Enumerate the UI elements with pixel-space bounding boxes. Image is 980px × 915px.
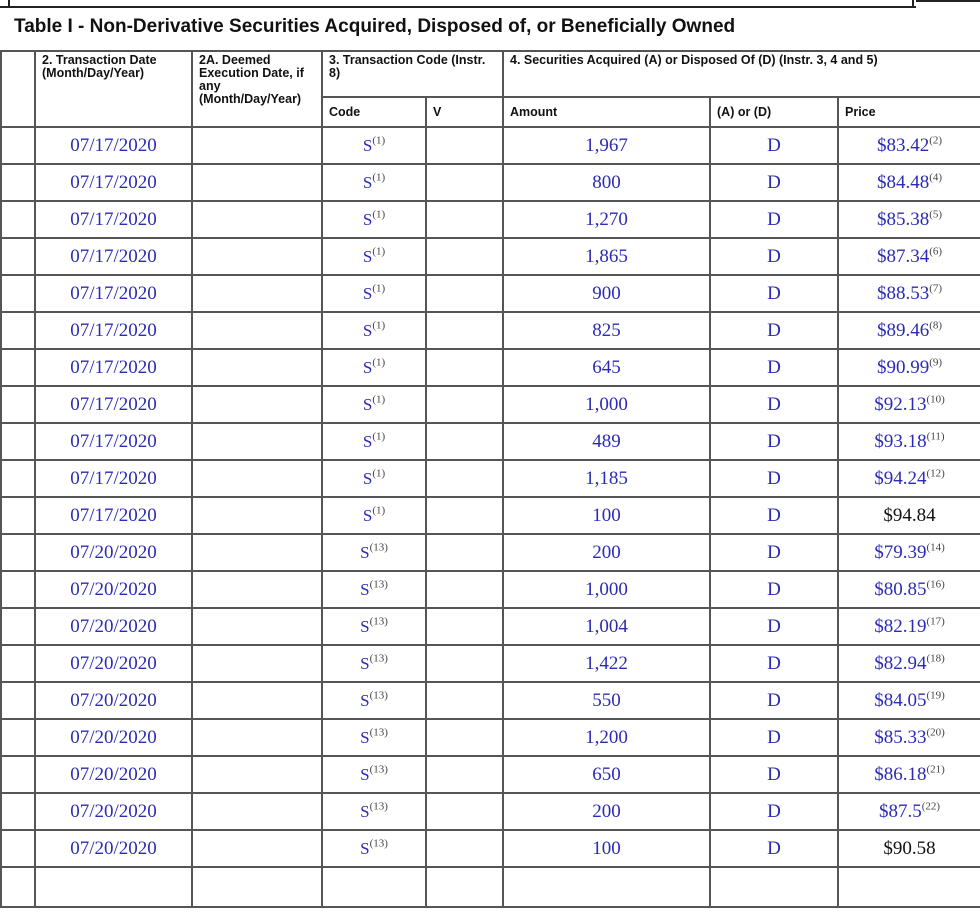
table-row — [1, 386, 980, 423]
transaction-date: 07/17/2020 — [35, 423, 192, 460]
empty-cell — [838, 867, 980, 907]
transaction-date: 07/20/2020 — [35, 830, 192, 867]
deemed-execution-date — [192, 719, 322, 756]
table-row — [1, 645, 980, 682]
price-cell — [838, 127, 980, 164]
code-letter: S — [360, 838, 370, 858]
transaction-code — [322, 312, 426, 349]
code-footnote: (13) — [369, 541, 388, 554]
table-row — [1, 275, 980, 312]
header-transaction-date: 2. Transaction Date (Month/Day/Year) — [35, 51, 192, 127]
price-cell — [838, 238, 980, 275]
price-value: $79.39 — [874, 541, 927, 563]
transaction-date: 07/17/2020 — [35, 238, 192, 275]
price-footnote: (10) — [926, 393, 945, 406]
v-cell — [426, 682, 503, 719]
v-cell — [426, 719, 503, 756]
deemed-execution-date — [192, 349, 322, 386]
header-deemed-execution-date: 2A. Deemed Execution Date, if any (Month/Day/Year) — [192, 51, 322, 127]
v-cell — [426, 386, 503, 423]
amount: 100 — [503, 830, 710, 867]
deemed-execution-date — [192, 608, 322, 645]
transaction-code — [322, 238, 426, 275]
deemed-execution-date — [192, 497, 322, 534]
acquired-or-disposed: D — [710, 830, 838, 867]
price-footnote: (19) — [926, 689, 945, 702]
header-a-or-d: (A) or (D) — [710, 97, 838, 127]
table-row — [1, 312, 980, 349]
price-cell — [838, 349, 980, 386]
transaction-date: 07/17/2020 — [35, 460, 192, 497]
amount: 200 — [503, 534, 710, 571]
code-letter: S — [362, 283, 373, 303]
amount: 100 — [503, 497, 710, 534]
price-cell — [838, 534, 980, 571]
price-footnote: (9) — [929, 356, 943, 369]
transaction-code — [322, 756, 426, 793]
v-cell — [426, 349, 503, 386]
price-value: $92.13 — [874, 393, 927, 415]
acquired-or-disposed: D — [710, 497, 838, 534]
deemed-execution-date — [192, 164, 322, 201]
row-lead-cell — [1, 682, 35, 719]
empty-cell — [503, 867, 710, 907]
transaction-code — [322, 571, 426, 608]
table-row — [1, 830, 980, 867]
v-cell — [426, 312, 503, 349]
amount: 1,270 — [503, 201, 710, 238]
v-cell — [426, 608, 503, 645]
table-row — [1, 164, 980, 201]
transaction-code — [322, 534, 426, 571]
header-transaction-code: 3. Transaction Code (Instr. 8) — [322, 51, 503, 97]
transaction-date: 07/20/2020 — [35, 608, 192, 645]
acquired-or-disposed: D — [710, 238, 838, 275]
code-footnote: (1) — [372, 430, 386, 443]
transaction-date: 07/17/2020 — [35, 312, 192, 349]
empty-cell — [426, 867, 503, 907]
transaction-date: 07/20/2020 — [35, 756, 192, 793]
v-cell — [426, 571, 503, 608]
price-footnote: (7) — [929, 282, 943, 295]
code-footnote: (13) — [369, 652, 388, 665]
header-securities: 4. Securities Acquired (A) or Disposed Of (D) (Instr. 3, 4 and 5) — [503, 51, 980, 97]
empty-cell — [192, 867, 322, 907]
code-footnote: (13) — [369, 726, 388, 739]
transaction-code — [322, 497, 426, 534]
code-footnote: (1) — [372, 393, 386, 406]
price-cell — [838, 275, 980, 312]
header-col-1-cell — [1, 51, 35, 127]
acquired-or-disposed: D — [710, 127, 838, 164]
price-value: $94.24 — [874, 467, 927, 489]
price-cell — [838, 201, 980, 238]
table-row — [1, 127, 980, 164]
code-footnote: (1) — [372, 504, 386, 517]
code-footnote: (13) — [369, 800, 388, 813]
price-value: $87.34 — [876, 245, 930, 267]
deemed-execution-date — [192, 275, 322, 312]
transaction-code — [322, 386, 426, 423]
transaction-date: 07/20/2020 — [35, 719, 192, 756]
v-cell — [426, 645, 503, 682]
table-row — [1, 201, 980, 238]
header-price: Price — [838, 97, 980, 127]
code-letter: S — [362, 172, 373, 192]
price-cell — [838, 793, 980, 830]
table-row — [1, 497, 980, 534]
acquired-or-disposed: D — [710, 534, 838, 571]
transaction-code — [322, 349, 426, 386]
table-row — [1, 719, 980, 756]
price-value: $82.94 — [874, 652, 927, 674]
securities-table — [0, 50, 980, 908]
acquired-or-disposed: D — [710, 645, 838, 682]
row-lead-cell — [1, 793, 35, 830]
row-lead-cell — [1, 238, 35, 275]
deemed-execution-date — [192, 682, 322, 719]
amount: 1,422 — [503, 645, 710, 682]
code-letter: S — [362, 468, 373, 488]
transaction-date: 07/17/2020 — [35, 497, 192, 534]
row-lead-cell — [1, 645, 35, 682]
price-footnote: (8) — [929, 319, 943, 332]
row-lead-cell — [1, 571, 35, 608]
transaction-date: 07/17/2020 — [35, 164, 192, 201]
row-lead-cell — [1, 719, 35, 756]
code-footnote: (1) — [372, 319, 386, 332]
code-footnote: (1) — [372, 467, 386, 480]
price-cell — [838, 719, 980, 756]
price-footnote: (17) — [926, 615, 945, 628]
price-value: $90.58 — [883, 837, 936, 859]
v-cell — [426, 793, 503, 830]
amount: 1,865 — [503, 238, 710, 275]
table-row — [1, 571, 980, 608]
code-letter: S — [360, 542, 370, 562]
v-cell — [426, 423, 503, 460]
transaction-code — [322, 275, 426, 312]
price-value: $82.19 — [874, 615, 927, 637]
transaction-code — [322, 793, 426, 830]
code-footnote: (1) — [372, 208, 386, 221]
empty-cell — [710, 867, 838, 907]
row-lead-cell — [1, 534, 35, 571]
price-value: $94.84 — [883, 504, 936, 526]
transaction-date: 07/17/2020 — [35, 127, 192, 164]
amount: 1,185 — [503, 460, 710, 497]
header-v: V — [426, 97, 503, 127]
v-cell — [426, 497, 503, 534]
v-cell — [426, 534, 503, 571]
price-value: $88.53 — [876, 282, 930, 304]
code-letter: S — [362, 394, 373, 414]
table-title: Table I - Non-Derivative Securities Acquired, Disposed of, or Beneficially Owned — [14, 16, 736, 37]
code-letter: S — [360, 616, 370, 636]
price-footnote: (22) — [921, 800, 941, 813]
code-footnote: (13) — [369, 578, 388, 591]
price-value: $90.99 — [876, 356, 930, 378]
price-footnote: (21) — [926, 763, 945, 776]
price-value: $83.42 — [876, 134, 930, 156]
row-lead-cell — [1, 830, 35, 867]
code-footnote: (13) — [369, 837, 388, 850]
table-row — [1, 793, 980, 830]
price-footnote: (2) — [929, 134, 943, 147]
deemed-execution-date — [192, 830, 322, 867]
row-lead-cell — [1, 423, 35, 460]
price-value: $86.18 — [874, 763, 927, 785]
row-lead-cell — [1, 312, 35, 349]
transaction-code — [322, 608, 426, 645]
v-cell — [426, 275, 503, 312]
header-code: Code — [322, 97, 426, 127]
acquired-or-disposed: D — [710, 275, 838, 312]
code-footnote: (1) — [372, 282, 386, 295]
v-cell — [426, 756, 503, 793]
code-letter: S — [362, 320, 373, 340]
code-letter: S — [362, 246, 373, 266]
amount: 1,000 — [503, 571, 710, 608]
deemed-execution-date — [192, 645, 322, 682]
price-footnote: (14) — [926, 541, 945, 554]
code-footnote: (1) — [372, 356, 386, 369]
price-value: $87.5 — [878, 800, 922, 822]
acquired-or-disposed: D — [710, 349, 838, 386]
table-row — [1, 682, 980, 719]
deemed-execution-date — [192, 238, 322, 275]
v-cell — [426, 460, 503, 497]
transaction-date: 07/20/2020 — [35, 645, 192, 682]
amount: 650 — [503, 756, 710, 793]
price-cell — [838, 830, 980, 867]
deemed-execution-date — [192, 571, 322, 608]
price-cell — [838, 682, 980, 719]
v-cell — [426, 127, 503, 164]
row-lead-cell — [1, 164, 35, 201]
transaction-date: 07/20/2020 — [35, 793, 192, 830]
code-letter: S — [360, 579, 370, 599]
price-cell — [838, 386, 980, 423]
price-cell — [838, 164, 980, 201]
transaction-code — [322, 645, 426, 682]
price-value: $93.18 — [874, 430, 927, 452]
transaction-date: 07/20/2020 — [35, 682, 192, 719]
price-value: $85.38 — [876, 208, 930, 230]
transaction-code — [322, 127, 426, 164]
code-letter: S — [362, 505, 373, 525]
amount: 200 — [503, 793, 710, 830]
price-value: $85.33 — [874, 726, 927, 748]
deemed-execution-date — [192, 423, 322, 460]
deemed-execution-date — [192, 756, 322, 793]
amount: 1,200 — [503, 719, 710, 756]
code-footnote: (1) — [372, 134, 386, 147]
price-footnote: (18) — [926, 652, 945, 665]
amount: 550 — [503, 682, 710, 719]
code-letter: S — [362, 209, 373, 229]
price-cell — [838, 460, 980, 497]
amount: 825 — [503, 312, 710, 349]
amount: 1,967 — [503, 127, 710, 164]
code-footnote: (1) — [372, 171, 386, 184]
acquired-or-disposed: D — [710, 608, 838, 645]
transaction-code — [322, 830, 426, 867]
acquired-or-disposed: D — [710, 164, 838, 201]
transaction-code — [322, 460, 426, 497]
price-cell — [838, 645, 980, 682]
code-footnote: (1) — [372, 245, 386, 258]
transaction-code — [322, 201, 426, 238]
acquired-or-disposed: D — [710, 756, 838, 793]
acquired-or-disposed: D — [710, 719, 838, 756]
amount: 800 — [503, 164, 710, 201]
price-footnote: (16) — [926, 578, 945, 591]
top-border-strip — [0, 0, 980, 10]
acquired-or-disposed: D — [710, 793, 838, 830]
price-value: $80.85 — [874, 578, 927, 600]
row-lead-cell — [1, 275, 35, 312]
code-letter: S — [360, 801, 370, 821]
row-lead-cell — [1, 756, 35, 793]
code-letter: S — [360, 727, 370, 747]
transaction-date: 07/17/2020 — [35, 201, 192, 238]
deemed-execution-date — [192, 386, 322, 423]
deemed-execution-date — [192, 534, 322, 571]
row-lead-cell — [1, 460, 35, 497]
price-footnote: (5) — [929, 208, 943, 221]
empty-cell — [322, 867, 426, 907]
price-cell — [838, 423, 980, 460]
code-letter: S — [362, 357, 373, 377]
acquired-or-disposed: D — [710, 312, 838, 349]
price-cell — [838, 756, 980, 793]
code-footnote: (13) — [369, 763, 388, 776]
transaction-date: 07/20/2020 — [35, 571, 192, 608]
price-value: $84.48 — [876, 171, 930, 193]
amount: 1,004 — [503, 608, 710, 645]
transaction-code — [322, 164, 426, 201]
code-footnote: (13) — [369, 615, 388, 628]
table-row — [1, 238, 980, 275]
amount: 900 — [503, 275, 710, 312]
partial-row — [1, 867, 980, 907]
table-row — [1, 460, 980, 497]
price-footnote: (12) — [926, 467, 945, 480]
transaction-code — [322, 719, 426, 756]
empty-cell — [1, 867, 35, 907]
deemed-execution-date — [192, 201, 322, 238]
v-cell — [426, 201, 503, 238]
amount: 489 — [503, 423, 710, 460]
code-letter: S — [362, 431, 373, 451]
code-letter: S — [362, 135, 373, 155]
code-letter: S — [360, 690, 370, 710]
price-cell — [838, 608, 980, 645]
transaction-date: 07/17/2020 — [35, 386, 192, 423]
transaction-code — [322, 682, 426, 719]
price-footnote: (20) — [926, 726, 945, 739]
acquired-or-disposed: D — [710, 682, 838, 719]
table-row — [1, 608, 980, 645]
v-cell — [426, 238, 503, 275]
price-value: $89.46 — [876, 319, 930, 341]
row-lead-cell — [1, 497, 35, 534]
code-footnote: (13) — [369, 689, 388, 702]
deemed-execution-date — [192, 793, 322, 830]
transaction-code — [322, 423, 426, 460]
table-row — [1, 349, 980, 386]
v-cell — [426, 830, 503, 867]
acquired-or-disposed: D — [710, 423, 838, 460]
row-lead-cell — [1, 349, 35, 386]
table-row — [1, 756, 980, 793]
price-footnote: (6) — [929, 245, 943, 258]
acquired-or-disposed: D — [710, 386, 838, 423]
v-cell — [426, 164, 503, 201]
deemed-execution-date — [192, 127, 322, 164]
row-lead-cell — [1, 201, 35, 238]
empty-cell — [35, 867, 192, 907]
acquired-or-disposed: D — [710, 201, 838, 238]
price-cell — [838, 312, 980, 349]
price-cell — [838, 497, 980, 534]
price-value: $84.05 — [874, 689, 927, 711]
amount: 1,000 — [503, 386, 710, 423]
transaction-date: 07/17/2020 — [35, 275, 192, 312]
table-row — [1, 423, 980, 460]
row-lead-cell — [1, 608, 35, 645]
code-letter: S — [360, 653, 370, 673]
amount: 645 — [503, 349, 710, 386]
transaction-date: 07/17/2020 — [35, 349, 192, 386]
price-footnote: (4) — [929, 171, 943, 184]
row-lead-cell — [1, 386, 35, 423]
price-cell — [838, 571, 980, 608]
transaction-date: 07/20/2020 — [35, 534, 192, 571]
table-row — [1, 534, 980, 571]
header-amount: Amount — [503, 97, 710, 127]
deemed-execution-date — [192, 312, 322, 349]
deemed-execution-date — [192, 460, 322, 497]
code-letter: S — [360, 764, 370, 784]
header-row-1 — [1, 51, 980, 97]
row-lead-cell — [1, 127, 35, 164]
acquired-or-disposed: D — [710, 571, 838, 608]
price-footnote: (11) — [926, 430, 945, 443]
acquired-or-disposed: D — [710, 460, 838, 497]
